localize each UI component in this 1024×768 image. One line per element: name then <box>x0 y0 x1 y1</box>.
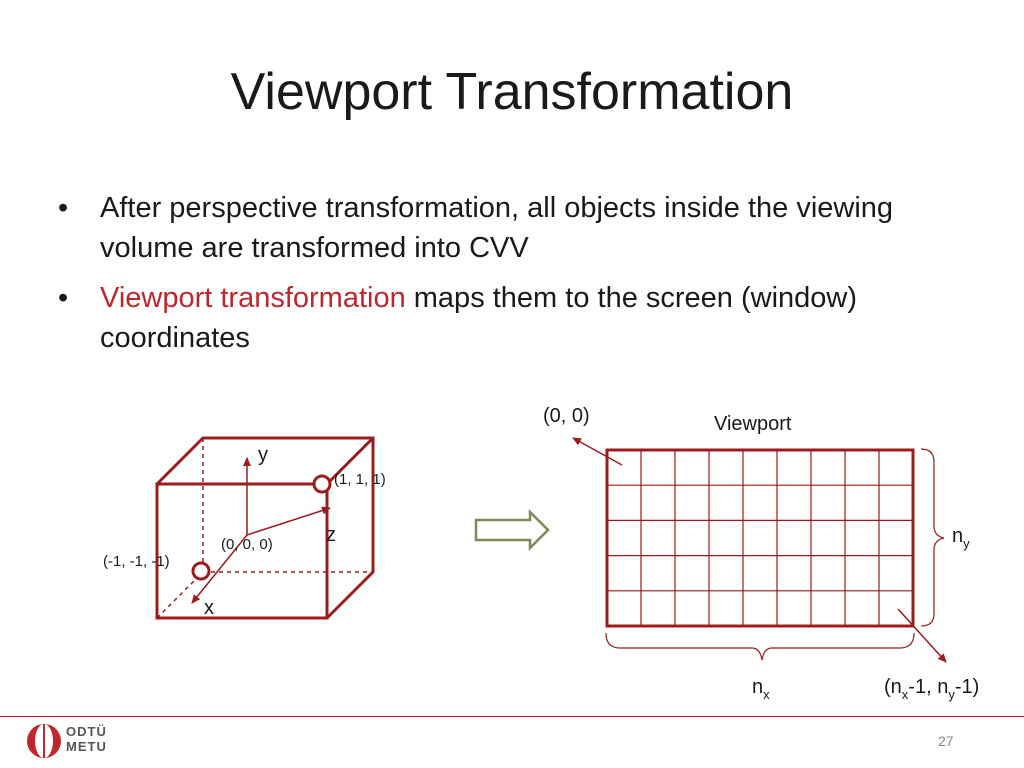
height-label: $n_y$ <box>952 525 970 551</box>
width-brace <box>606 633 914 660</box>
corner-max-marker <box>314 476 330 492</box>
bullet-text: maps them to the screen (window) coordinates <box>100 282 858 354</box>
corner-min-label: (-1, -1, -1) <box>103 553 170 570</box>
bullet-marker: • <box>58 282 69 314</box>
top-left-label: (0, 0) <box>543 405 590 427</box>
highlighted-term: Viewport transformation <box>100 282 406 314</box>
footer-divider <box>0 716 1024 717</box>
corner-max-label: (1, 1, 1) <box>334 471 386 488</box>
axis-label-x: x <box>204 597 214 619</box>
corner-min-marker <box>193 563 209 579</box>
viewport-label: Viewport <box>714 413 792 435</box>
transform-arrow <box>476 512 548 548</box>
origin-label: (0, 0, 0) <box>221 536 273 553</box>
bullet-marker: • <box>58 192 69 224</box>
page-number: 27 <box>938 733 954 749</box>
z-axis <box>247 508 330 535</box>
logo-line-1: ODTÜ <box>66 724 107 739</box>
viewport-border <box>607 450 913 626</box>
slide-title: Viewport Transformation <box>230 63 794 121</box>
bottom-right-label: ($n_x-1$, $n_y-1$) <box>884 676 980 702</box>
viewport-grid <box>573 438 946 662</box>
axis-label-y: y <box>258 444 268 466</box>
axis-label-z: z <box>326 524 336 546</box>
logo-text <box>66 724 107 754</box>
height-brace <box>921 449 944 626</box>
width-label: $n_x$ <box>752 676 770 702</box>
corner-arrow <box>898 609 946 662</box>
logo-line-2: METU <box>66 739 107 754</box>
bullet-text: After perspective transformation, all objects inside the viewing volume are transformed into CVV <box>100 192 894 264</box>
